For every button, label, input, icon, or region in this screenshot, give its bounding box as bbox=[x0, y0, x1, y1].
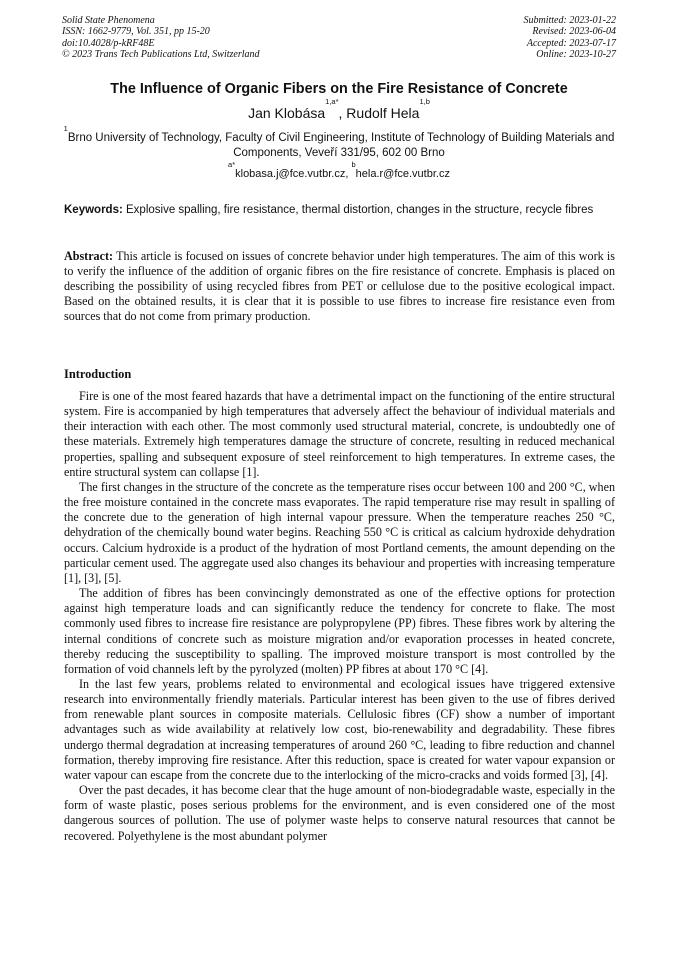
abstract-label: Abstract: bbox=[64, 249, 114, 263]
email-marker: a* bbox=[228, 160, 236, 169]
accepted-date: Accepted: 2023-07-17 bbox=[526, 37, 616, 49]
introduction-body bbox=[64, 389, 615, 844]
copyright-line: © 2023 Trans Tech Publications Ltd, Switzerland bbox=[62, 48, 260, 60]
body-paragraph: In the last few years, problems related to environmental and ecological issues have triggered extensive research into environmentally friendly materials. Particular interest has been given to the use of fibres derived from renewable plant sources in composite materials. Cellulosic fibres (CF) show a number of important advantages such as wide availability at relatively low cost, bio-renewability and degradability. These fibres undergo thermal degradation at increasing temperatures of around 260 °C, leading to fibre reduction and channel formation, thereby improving fire resistance. After this reduction, space is created for water vapour expansion or water vapour can escape from the concrete due to the interlocking of the micro-cracks and voids formed [3], [4]. bbox=[64, 676, 615, 782]
publication-dates bbox=[524, 15, 617, 60]
affiliation-text: Brno University of Technology, Faculty of Civil Engineering, Institute of Technology of Building Materials and Components, Veveří 331/95, 602 00 Brno bbox=[67, 132, 615, 159]
submitted-date: Submitted: 2023-01-22 bbox=[523, 15, 616, 26]
email-link[interactable]: klobasa.j@fce.vutbr.cz bbox=[235, 168, 346, 180]
author-emails: $^{a*}$klobasa.j@fce.vutbr.cz, $^b$hela.r@fce.vutbr.cz bbox=[228, 160, 450, 180]
journal-name: Solid State Phenomena bbox=[62, 15, 155, 26]
doi-line[interactable]: doi:10.4028/p-kRF48E bbox=[62, 37, 155, 49]
issn-line: ISSN: 1662-9779, Vol. 351, pp 15-20 bbox=[62, 26, 210, 38]
author-affiliation-marker: 1,b bbox=[419, 97, 430, 106]
email-link[interactable]: hela.r@fce.vutbr.cz bbox=[355, 168, 450, 180]
keywords bbox=[64, 203, 616, 218]
author-name: Jan Klobása bbox=[248, 105, 326, 121]
body-paragraph: The addition of fibres has been convincingly demonstrated as one of the effective options for protection against high temperature loads and can significantly reduce the tendency for concrete to flake. The most commonly used fibres to increase fire resistance are polypropylene (PP) fibres. These fibres work by altering the internal conditions of concrete such as moisture migration and/or evaporation processes in heated concrete, thereby reducing the susceptibility to spalling. The improved moisture transport is most controlled by the formation of void channels left by the pyrolyzed (molten) PP fibres at about 170 °C [4]. bbox=[64, 586, 615, 676]
email-marker: b bbox=[351, 160, 356, 169]
body-paragraph: Fire is one of the most feared hazards that have a detrimental impact on the functioning of the entire structural system. Fire is accompanied by high temperatures that adversely affect the behaviour of individual materials and their interaction with each other. The most commonly used structural material, concrete, is undoubtedly one of these materials. Extremely high temperatures damage the structure of concrete, resulting in reduced mechanical properties, spalling and subsequent exposure of steel reinforcement to high temperatures. In extreme cases, the entire structural system can collapse [1]. bbox=[64, 389, 615, 479]
online-date: Online: 2023-10-27 bbox=[536, 48, 616, 60]
affiliation-marker: 1 bbox=[63, 124, 68, 133]
paper-title: The Influence of Organic Fibers on the Fire Resistance of Concrete bbox=[110, 81, 568, 97]
abstract bbox=[64, 249, 615, 324]
abstract-text: This article is focused on issues of concrete behavior under high temperatures. The aim of this work is to verify the influence of the addition of organic fibres on the fire resistance of concrete. Emphasis is placed on describing the possibility of using recycled fibres from PET or cellulose due to the positive ecological impact. Based on the obtained results, it is clear that it is possible to use fibres to increase fire resistance even from sources that do not come from primary production. bbox=[64, 249, 615, 324]
author-list: Jan Klobása$^{1,a*}$, Rudolf Hela$^{1,b}$ bbox=[248, 97, 430, 121]
journal-info bbox=[62, 15, 260, 60]
body-paragraph: The first changes in the structure of the concrete as the temperature rises occur between 100 and 200 °C, when the free moisture contained in the concrete mass evaporates. The rapid temperature rise may result in spalling of the concrete due to the generation of high internal vapour pressure. When the temperature reaches 250 °C, dehydration of the chemically bound water begins. Reaching 550 °C is critical as calcium hydroxide dehydration occurs. Calcium hydroxide is a product of the hydration of most Portland cements, the amount depending on the particular cement used. The aggregate used also changes its behaviour and properties with increasing temperature [1], [3], [5]. bbox=[64, 479, 615, 585]
body-paragraph: Over the past decades, it has become clear that the huge amount of non-biodegradable waste, especially in the form of waste plastic, poses serious problems for the environment, and is even considered one of the most dangerous sources of pollution. The use of polymer waste helps to conserve natural resources that cannot be recovered. Polyethylene is the most abundant polymer bbox=[64, 783, 615, 843]
keywords-text: Explosive spalling, fire resistance, thermal distortion, changes in the structure, recycle fibres bbox=[126, 204, 594, 216]
keywords-label: Keywords: bbox=[64, 204, 123, 216]
revised-date: Revised: 2023-06-04 bbox=[532, 26, 616, 38]
affiliation bbox=[60, 124, 618, 161]
author-affiliation-marker: 1,a* bbox=[325, 97, 339, 106]
section-heading: Introduction bbox=[64, 367, 132, 381]
author-name: Rudolf Hela bbox=[346, 105, 420, 121]
